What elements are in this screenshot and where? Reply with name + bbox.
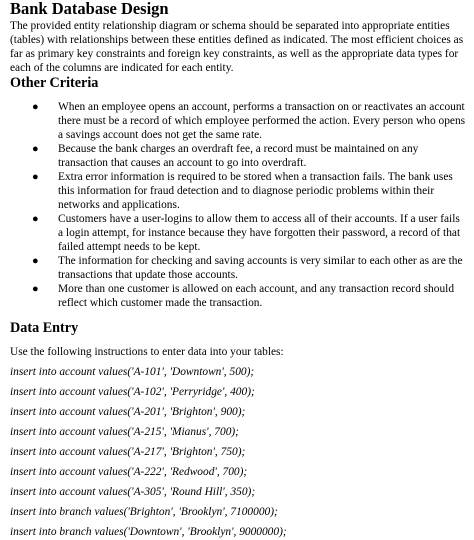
sql-statement: insert into account values('A-222', 'Redwood', 700); xyxy=(10,466,248,478)
criteria-list xyxy=(10,100,466,310)
criteria-text: Customers have a user-logins to allow them to access all of their accounts. If a user fails a login attempt, for instance because they have forgotten their password, a record of that failed attempt needs to be kept. xyxy=(58,213,461,253)
criteria-text: Extra error information is required to be stored when a transaction fails. The bank uses this information for fraud detection and to diagnose periodic problems within their networks and applications. xyxy=(58,171,453,211)
sql-statement-list xyxy=(10,365,466,539)
criteria-item xyxy=(10,170,466,212)
data-entry-instructions: Use the following instructions to enter data into your tables: xyxy=(10,346,284,358)
criteria-text: Because the bank charges an overdraft fee, a record must be maintained on any transaction that causes an account to go into overdraft. xyxy=(58,143,419,169)
sql-statement: insert into branch values('Downtown', 'Brooklyn', 9000000); xyxy=(10,526,287,538)
bullet-icon: ● xyxy=(32,101,39,113)
data-entry-heading: Data Entry xyxy=(10,320,79,336)
other-criteria-heading: Other Criteria xyxy=(10,75,99,91)
criteria-item xyxy=(10,282,466,310)
criteria-text: More than one customer is allowed on each account, and any transaction record should reflect which customer made the transaction. xyxy=(58,283,455,309)
criteria-item xyxy=(10,142,466,170)
sql-statement: insert into account values('A-102', 'Perryridge', 400); xyxy=(10,386,255,398)
criteria-item xyxy=(10,254,466,282)
intro-paragraph: The provided entity relationship diagram or schema should be separated into appropriate entities (tables) with relationships between these entities defined as indicated. The most efficient choices as far as primary key constraints and foreign key constraints, as well as the appropriate data types for each of the columns are indicated for each entity. xyxy=(10,20,464,74)
sql-statement: insert into account values('A-217', 'Brighton', 750); xyxy=(10,446,246,458)
sql-statement: insert into branch values('Brighton', 'Brooklyn', 7100000); xyxy=(10,506,278,518)
bullet-icon: ● xyxy=(32,143,39,155)
bullet-icon: ● xyxy=(32,255,39,267)
bullet-icon: ● xyxy=(32,283,39,295)
sql-statement: insert into account values('A-201', 'Brighton', 900); xyxy=(10,406,246,418)
sql-statement: insert into account values('A-305', 'Round Hill', 350); xyxy=(10,486,256,498)
document-title: Bank Database Design xyxy=(10,0,169,18)
criteria-text: When an employee opens an account, performs a transaction on or reactivates an account there must be a record of which employee performed the action. Every person who opens a savings account does not get the same rate. xyxy=(58,101,466,141)
criteria-item xyxy=(10,100,466,142)
criteria-text: The information for checking and saving accounts is very similar to each other as are the transactions that update those accounts. xyxy=(58,255,463,281)
sql-statement: insert into account values('A-101', 'Downtown', 500); xyxy=(10,366,255,378)
criteria-item xyxy=(10,212,466,254)
bullet-icon: ● xyxy=(32,171,39,183)
bullet-icon: ● xyxy=(32,213,39,225)
sql-statement: insert into account values('A-215', 'Mianus', 700); xyxy=(10,426,239,438)
